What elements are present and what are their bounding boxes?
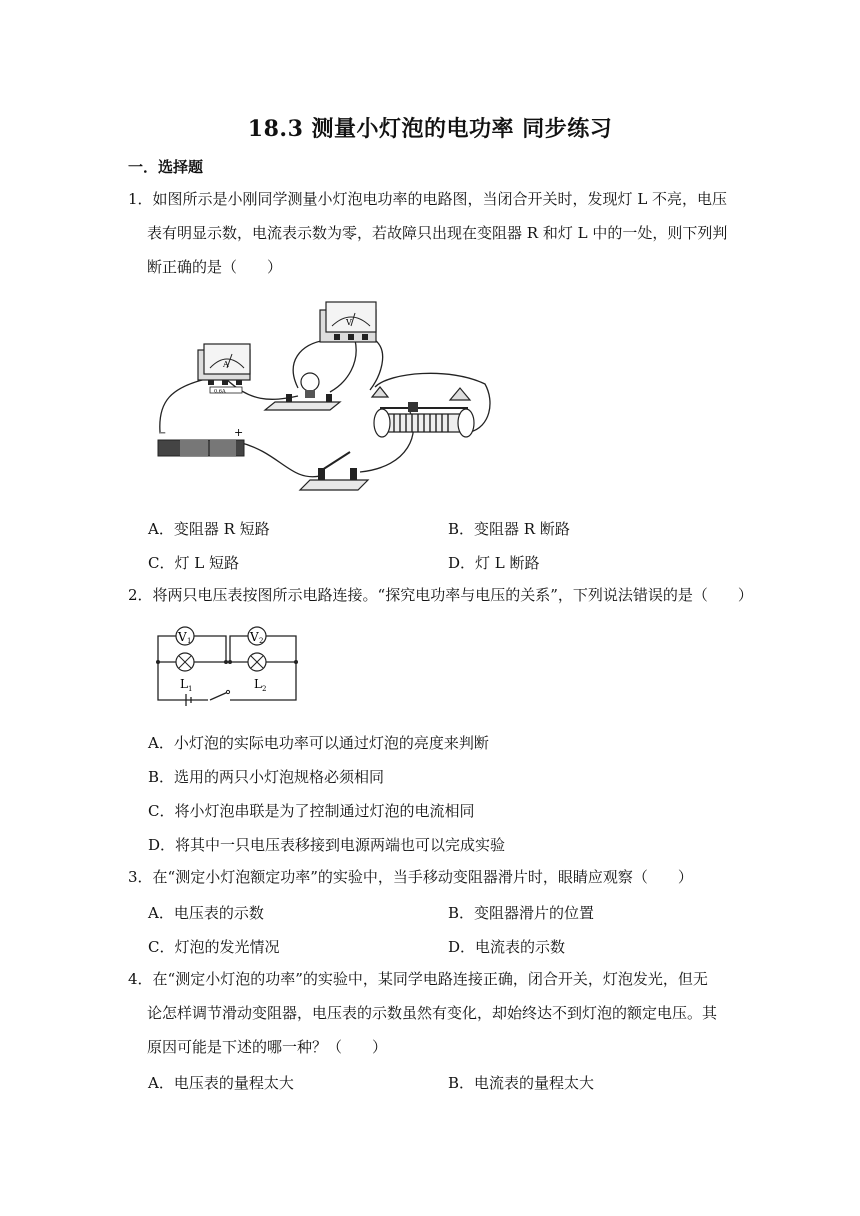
v1-sub-label: 1 [187,637,192,645]
q1-stem-line-1: 1．如图所示是小刚同学测量小灯泡电功率的电路图，当闭合开关时，发现灯 L 不亮，电压 [128,190,728,208]
q4-stem-line-1: 4．在“测定小灯泡的功率”的实验中，某同学电路连接正确，闭合开关，灯泡发光，但无 [128,970,708,988]
q1-stem-line-2: 表有明显示数，电流表示数为零，若故障只出现在变阻器 R 和灯 L 中的一处，则下列判 [147,224,728,242]
voltmeter-icon [320,302,376,342]
voltmeter-v1-icon [176,627,194,645]
lamp-l2-icon [248,653,266,671]
q4-option-b: B．电流表的量程太大 [448,1074,595,1092]
v1-label: V [178,630,187,644]
ammeter-label: A [223,360,229,369]
v2-sub-label: 2 [259,637,264,645]
voltmeter-label: V [346,318,352,327]
q2-stem-line-1: 2．将两只电压表按图所示电路连接。“探究电功率与电压的关系”，下列说法错误的是（ ） [128,586,753,604]
q2-option-b: B．选用的两只小灯泡规格必须相同 [148,768,385,786]
v2-label: V [250,630,259,644]
q3-option-d: D．电流表的示数 [448,938,566,956]
section-heading: 一．选择题 [128,158,204,176]
q1-stem-line-3: 断正确的是（ ） [147,258,283,276]
rheostat-icon [372,387,474,437]
q4-stem-line-3: 原因可能是下述的哪一种？（ ） [147,1038,388,1056]
q3-option-a: A．电压表的示数 [148,904,264,922]
q2-option-d: D．将其中一只电压表移接到电源两端也可以完成实验 [148,836,506,854]
l2-label: L [254,677,262,691]
q3-option-c: C．灯泡的发光情况 [148,938,280,956]
q4-stem-line-2: 论怎样调节滑动变阻器，电压表的示数虽然有变化，却始终达不到灯泡的额定电压。其 [147,1004,718,1022]
q1-circuit-figure [150,292,500,502]
page-title: 18.3 测量小灯泡的电功率 同步练习 [247,116,613,142]
q1-option-c: C．灯 L 短路 [148,554,239,572]
l1-label: L [180,677,188,691]
q4-option-a: A．电压表的量程太大 [148,1074,294,1092]
switch-icon [300,452,368,490]
q2-option-c: C．将小灯泡串联是为了控制通过灯泡的电流相同 [148,802,475,820]
q2-circuit-figure [150,620,310,712]
battery-plus-label: + [234,426,244,439]
q3-stem-line-1: 3．在“测定小灯泡额定功率”的实验中，当手移动变阻器滑片时，眼睛应观察（ ） [128,868,693,886]
ammeter-range-label: 0.6A [214,388,226,395]
q1-option-b: B．变阻器 R 断路 [448,520,570,538]
l2-sub-label: 2 [262,685,267,693]
battery-minus-label: − [158,428,167,439]
lamp-l1-icon [176,653,194,671]
l1-sub-label: 1 [188,685,193,693]
q2-option-a: A．小灯泡的实际电功率可以通过灯泡的亮度来判断 [148,734,489,752]
q1-option-d: D．灯 L 断路 [448,554,540,572]
voltmeter-v2-icon [248,627,266,645]
battery-icon [158,426,244,456]
q1-option-a: A．变阻器 R 短路 [148,520,270,538]
ammeter-icon [198,344,250,395]
lamp-icon [265,373,340,410]
q3-option-b: B．变阻器滑片的位置 [448,904,595,922]
